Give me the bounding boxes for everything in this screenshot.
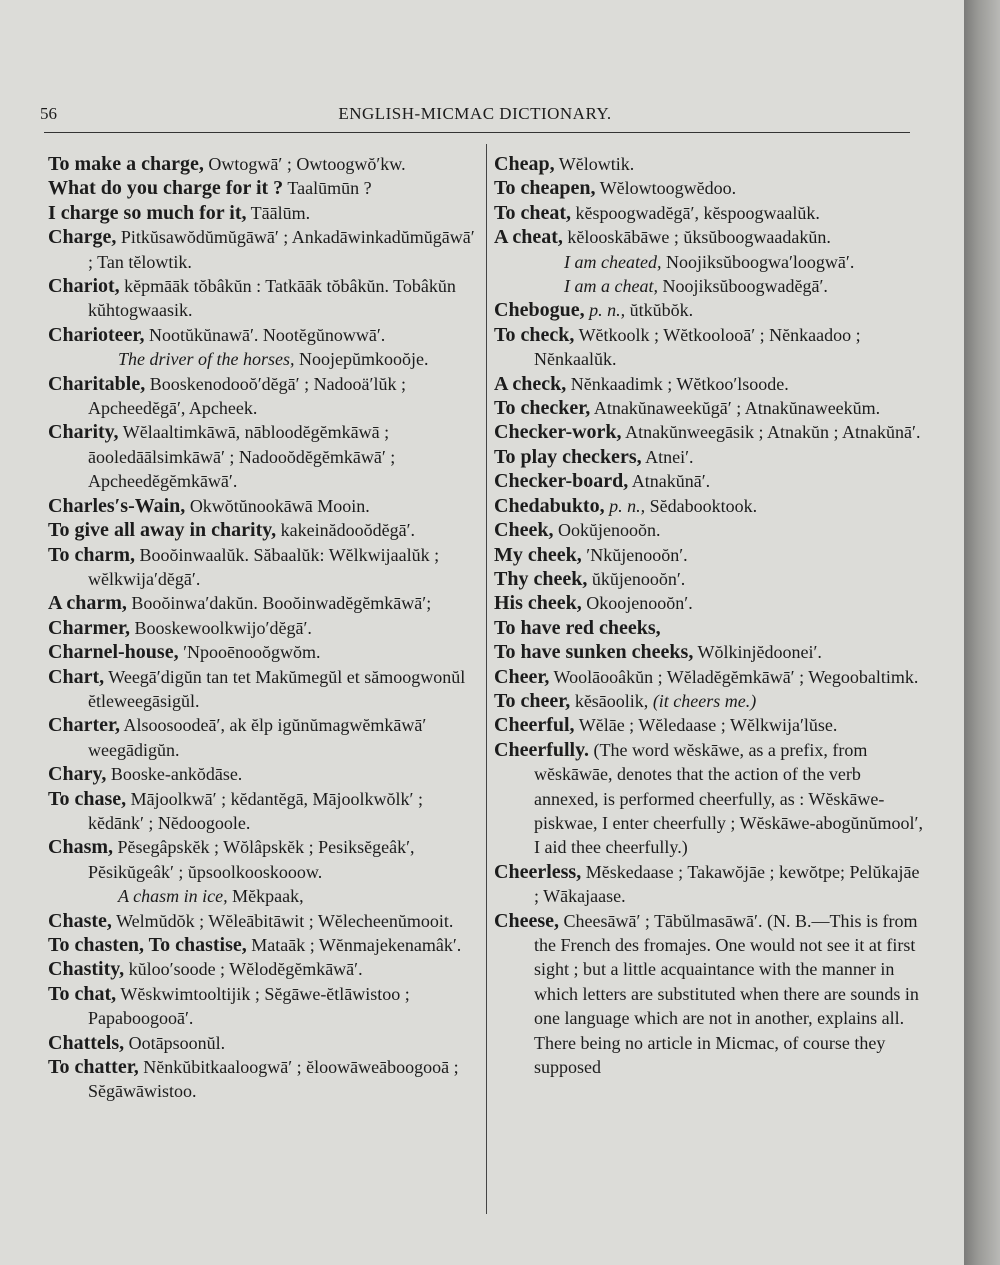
dictionary-entry (48, 665, 480, 714)
entry-headword: To have sunken cheeks, (494, 641, 694, 664)
dictionary-entry (48, 884, 480, 908)
dictionary-entry (48, 787, 480, 836)
entry-headword: Charnel-house, (48, 641, 179, 664)
entry-headword: To chatter, (48, 1056, 139, 1079)
dictionary-entry (494, 713, 924, 737)
entry-translation: Cheesāwā′ ; Tābŭlmasāwā′. (N. B.—This is from the French des fromajes. One would not see it at first sight ; but a little acquaintance with the manner in which letters are substituted when there are sounds in one language which are not in another, explains all. There being no article in Micmac, of course they supposed (534, 910, 919, 1078)
entry-translation: Nĕnkaadimk ; Wĕtkoo′lsoode. (566, 373, 789, 394)
dictionary-entry (494, 152, 924, 176)
dictionary-entry (48, 225, 480, 274)
dictionary-entry (494, 518, 924, 542)
dictionary-entry (494, 543, 924, 567)
entry-translation: Atnei′. (641, 446, 694, 467)
entry-note: (it cheers me.) (648, 690, 757, 711)
entry-headword: Cheek, (494, 519, 554, 542)
entry-translation: Booskenodooŏ′dĕgā′ ; Nadooä′lŭk ; Apcheedĕgā′, Apcheek. (88, 373, 406, 419)
entry-headword: Cheerful, (494, 714, 575, 737)
entry-translation: ŭtkŭbŏk. (625, 300, 694, 321)
dictionary-entry (48, 713, 480, 762)
dictionary-entry (48, 909, 480, 933)
entry-phrase: I am a cheat, (564, 276, 658, 297)
entry-headword: A cheat, (494, 226, 563, 249)
entry-translation: Wĕlāe ; Wĕledaase ; Wĕlkwija′lŭse. (574, 715, 838, 736)
entry-translation: Booskewoolkwijo′dĕgā′. (130, 617, 312, 638)
page-number: 56 (40, 104, 57, 123)
entry-translation: ′Nkŭjenooŏn′. (581, 544, 688, 565)
entry-translation: Woolāooâkŭn ; Wĕladĕgĕmkāwā′ ; Wegoobaltimk. (549, 666, 919, 687)
dictionary-entry (494, 616, 924, 640)
entry-translation: Wĕlowtoogwĕdoo. (595, 178, 737, 199)
dictionary-entry (48, 347, 480, 371)
entry-phrase: A chasm in ice, (118, 886, 228, 907)
entry-headword: Chaste, (48, 909, 112, 932)
entry-translation: Ootāpsoonŭl. (124, 1032, 226, 1053)
entry-translation: Noojiksŭboogwadĕgā′. (657, 276, 828, 297)
entry-headword: My cheek, (494, 543, 582, 566)
entry-headword: Chariot, (48, 275, 120, 298)
entry-phrase: I am cheated, (564, 251, 662, 272)
dictionary-entry (494, 201, 924, 225)
entry-translation: kakeinădooŏdĕgā′. (276, 520, 416, 541)
entry-translation: ′Npooēnooŏgwŏm. (178, 642, 321, 663)
dictionary-entry (494, 225, 924, 249)
entry-translation: Atnakŭnā′. (628, 471, 711, 492)
dictionary-entry (48, 543, 480, 592)
dictionary-entry (48, 176, 480, 200)
entry-headword: Charitable, (48, 372, 146, 395)
entry-phrase: p. n., (604, 495, 646, 516)
entry-translation: Booske-ankŏdāse. (106, 764, 243, 785)
entry-translation: Booŏinwa′dakŭn. Booŏinwadĕgĕmkāwā′; (126, 593, 432, 614)
entry-headword: To chase, (48, 787, 127, 810)
entry-headword: Cheerless, (494, 860, 582, 883)
dictionary-entry (494, 640, 924, 664)
dictionary-entry (494, 469, 924, 493)
entry-headword: Chedabukto, (494, 494, 605, 517)
entry-translation: Wĕlowtik. (554, 154, 635, 174)
dictionary-entry (494, 494, 924, 518)
entry-headword: Charter, (48, 714, 121, 737)
entry-translation: Owtogwā′ ; Owtoogwŏ′kw. (203, 154, 406, 174)
entry-headword: Cheerfully. (494, 738, 589, 761)
running-title: ENGLISH-MICMAC DICTIONARY. (338, 104, 612, 123)
entry-translation: Pitkŭsawŏdŭmŭgāwā′ ; Ankadāwinkadŭmŭgāwā′ ; Tan tĕlowtik. (88, 227, 475, 272)
dictionary-entry (494, 176, 924, 200)
dictionary-entry (48, 372, 480, 421)
entry-headword: What do you charge for it ? (48, 177, 284, 200)
entry-translation: Mataāk ; Wĕnmajekenamâk′. (246, 935, 462, 955)
entry-headword: I charge so much for it, (48, 201, 247, 224)
column-divider (486, 144, 487, 1214)
entry-translation: Ookŭjenooŏn. (553, 520, 661, 541)
entry-translation: Atnakŭnweegāsik ; Atnakŭn ; Atnakŭnā′. (621, 422, 921, 443)
dictionary-entry (494, 909, 924, 1080)
header-rule (44, 132, 910, 133)
entry-headword: To cheer, (494, 689, 571, 712)
entry-translation: Wĕlaaltimkāwā, nābloodĕgĕmkāwā ; āooledāālsimkāwā′ ; Nadooŏdĕgĕmkāwā′ ; Apcheedĕgĕmkāwā′. (88, 422, 396, 492)
entry-headword: Chart, (48, 665, 105, 688)
entry-translation: Noojiksŭboogwa′loogwā′. (661, 251, 855, 272)
entry-headword: To checker, (494, 397, 591, 420)
dictionary-entry (494, 298, 924, 322)
entry-headword: Cheese, (494, 909, 559, 932)
entry-headword: To make a charge, (48, 153, 204, 175)
entry-translation: Wĕskwimtooltijik ; Sĕgāwe-ĕtlāwistoo ; Papaboogooā′. (88, 983, 410, 1029)
entry-headword: Charity, (48, 421, 119, 444)
entry-headword: Chastity, (48, 958, 125, 981)
entry-headword: Checker-board, (494, 470, 629, 493)
entry-headword: To have red cheeks, (494, 616, 661, 639)
entry-translation: Atnakŭnaweekŭgā′ ; Atnakŭnaweekŭm. (590, 398, 881, 419)
entry-translation: Mĕkpaak, (227, 886, 304, 907)
entry-translation: Wĕtkoolk ; Wĕtkoolooā′ ; Nĕnkaadoo ; Nĕnkaalŭk. (534, 324, 861, 370)
entry-translation: kĕsāoolik, (570, 690, 649, 711)
dictionary-entry (48, 835, 480, 884)
entry-translation: Welmŭdŏk ; Wĕleābitāwit ; Wĕlecheenŭmooit. (111, 910, 454, 931)
entry-headword: Chebogue, (494, 299, 585, 322)
dictionary-entry (494, 396, 924, 420)
dictionary-entry (494, 250, 924, 274)
right-column (494, 152, 924, 1079)
entry-headword: Charmer, (48, 616, 131, 639)
entry-headword: To chasten, To chastise, (48, 934, 247, 956)
dictionary-entry (48, 494, 480, 518)
entry-translation: Alsoosoodeā′, ak ĕlp igŭnŭmagwĕmkāwā′ weegādigŭn. (88, 715, 427, 760)
dictionary-entry (48, 420, 480, 493)
dictionary-entry (494, 323, 924, 372)
entry-headword: Checker-work, (494, 421, 622, 444)
entry-translation: Tāālūm. (246, 202, 311, 223)
entry-headword: Charioteer, (48, 323, 145, 346)
entry-translation: Nĕnkŭbitkaaloogwā′ ; ĕloowāweāboogooā ; Sĕgāwāwistoo. (88, 1057, 459, 1102)
entry-translation: Mĕskedaase ; Takawŏjāe ; kewŏtpe; Pelŭkajāe ; Wākajaase. (534, 861, 920, 907)
dictionary-entry (48, 1055, 480, 1104)
entry-headword: Cheap, (494, 153, 555, 175)
dictionary-entry (494, 445, 924, 469)
entry-translation: kĕlooskābāwe ; ŭksŭboogwaadakŭn. (562, 227, 831, 248)
entry-headword: Thy cheek, (494, 567, 588, 590)
dictionary-entry (494, 420, 924, 444)
dictionary-entry (48, 323, 480, 347)
dictionary-entry (494, 372, 924, 396)
entry-headword: To play checkers, (494, 445, 642, 468)
entry-translation: Okwŏtŭnookāwā Mooin. (185, 495, 370, 516)
entry-headword: A check, (494, 372, 567, 395)
entry-headword: His cheek, (494, 592, 582, 615)
entry-headword: Cheer, (494, 665, 550, 688)
entry-translation: (The word wĕskāwe, as a prefix, from wĕskāwāe, denotes that the action of the verb annexed, is performed cheerfully, as : Wĕskāwe-piskwae, I enter cheerfully ; Wĕskāwe-abogŭnŭmool′, I aid thee cheerfully.) (534, 739, 923, 858)
entry-translation: Noojepŭmkooŏje. (294, 349, 429, 370)
entry-translation: Pĕsegâpskĕk ; Wŏlâpskĕk ; Pesiksĕgeâk′, Pĕsikŭgeâk′ ; ŭpsoolkooskooow. (88, 837, 415, 882)
dictionary-entry (494, 591, 924, 615)
dictionary-entry (48, 762, 480, 786)
entry-translation: Mājoolkwā′ ; kĕdantĕgā, Mājoolkwŏlk′ ; kĕdānk′ ; Nĕdoogoole. (88, 788, 423, 833)
dictionary-entry (48, 1031, 480, 1055)
dictionary-entry (494, 567, 924, 591)
entry-translation: kĕspoogwadĕgā′, kĕspoogwaalŭk. (571, 202, 820, 223)
entry-headword: Chasm, (48, 836, 114, 859)
page-header (40, 104, 910, 130)
entry-headword: A charm, (48, 592, 127, 615)
entry-translation: Taalūmūn ? (283, 178, 372, 199)
dictionary-entry (494, 665, 924, 689)
dictionary-entry (48, 957, 480, 981)
book-edge (964, 0, 1000, 1265)
dictionary-entry (48, 518, 480, 542)
entry-headword: To give all away in charity, (48, 519, 277, 542)
entry-headword: Charge, (48, 226, 117, 249)
entry-headword: Chary, (48, 763, 107, 786)
entry-headword: To charm, (48, 543, 136, 566)
dictionary-entry (494, 738, 924, 860)
dictionary-entry (48, 982, 480, 1031)
dictionary-entry (48, 201, 480, 225)
left-column (48, 152, 480, 1104)
entry-translation: kŭloo′soode ; Wĕlodĕgĕmkāwā′. (124, 959, 363, 980)
entry-headword: To cheat, (494, 201, 572, 224)
entry-translation: Sĕdabooktook. (645, 495, 758, 516)
dictionary-entry (48, 933, 480, 957)
entry-translation: Okoojenooŏn′. (581, 593, 693, 614)
entry-translation: Booŏinwaalŭk. Săbaalŭk: Wĕlkwijaalŭk ; wĕlkwija′dĕgā′. (88, 544, 440, 589)
entry-headword: To cheapen, (494, 177, 596, 200)
entry-translation: kĕpmāāk tŏbâkŭn : Tatkāāk tŏbâkŭn. Tobâkŭn kŭhtogwaasik. (88, 276, 456, 321)
entry-headword: To check, (494, 323, 575, 346)
dictionary-entry (494, 274, 924, 298)
entry-translation: ŭkŭjenooŏn′. (587, 568, 686, 589)
dictionary-entry (48, 591, 480, 615)
entry-phrase: p. n., (584, 300, 626, 321)
entry-translation: Wŏlkinjĕdoonei′. (693, 642, 822, 663)
entry-translation: Nootŭkŭnawā′. Nootĕgŭnowwā′. (144, 324, 386, 345)
dictionary-entry (48, 152, 480, 176)
entry-headword: Chattels, (48, 1031, 125, 1054)
entry-phrase: The driver of the horses, (118, 349, 295, 370)
entry-translation: Weegā′digŭn tan tet Makŭmegŭl et sămoogwonŭl ĕtleweegāsigŭl. (88, 666, 466, 711)
dictionary-entry (48, 640, 480, 664)
dictionary-entry (494, 689, 924, 713)
dictionary-entry (48, 616, 480, 640)
entry-headword: Charles′s-Wain, (48, 494, 186, 517)
dictionary-entry (48, 274, 480, 323)
entry-headword: To chat, (48, 982, 117, 1005)
dictionary-entry (494, 860, 924, 909)
